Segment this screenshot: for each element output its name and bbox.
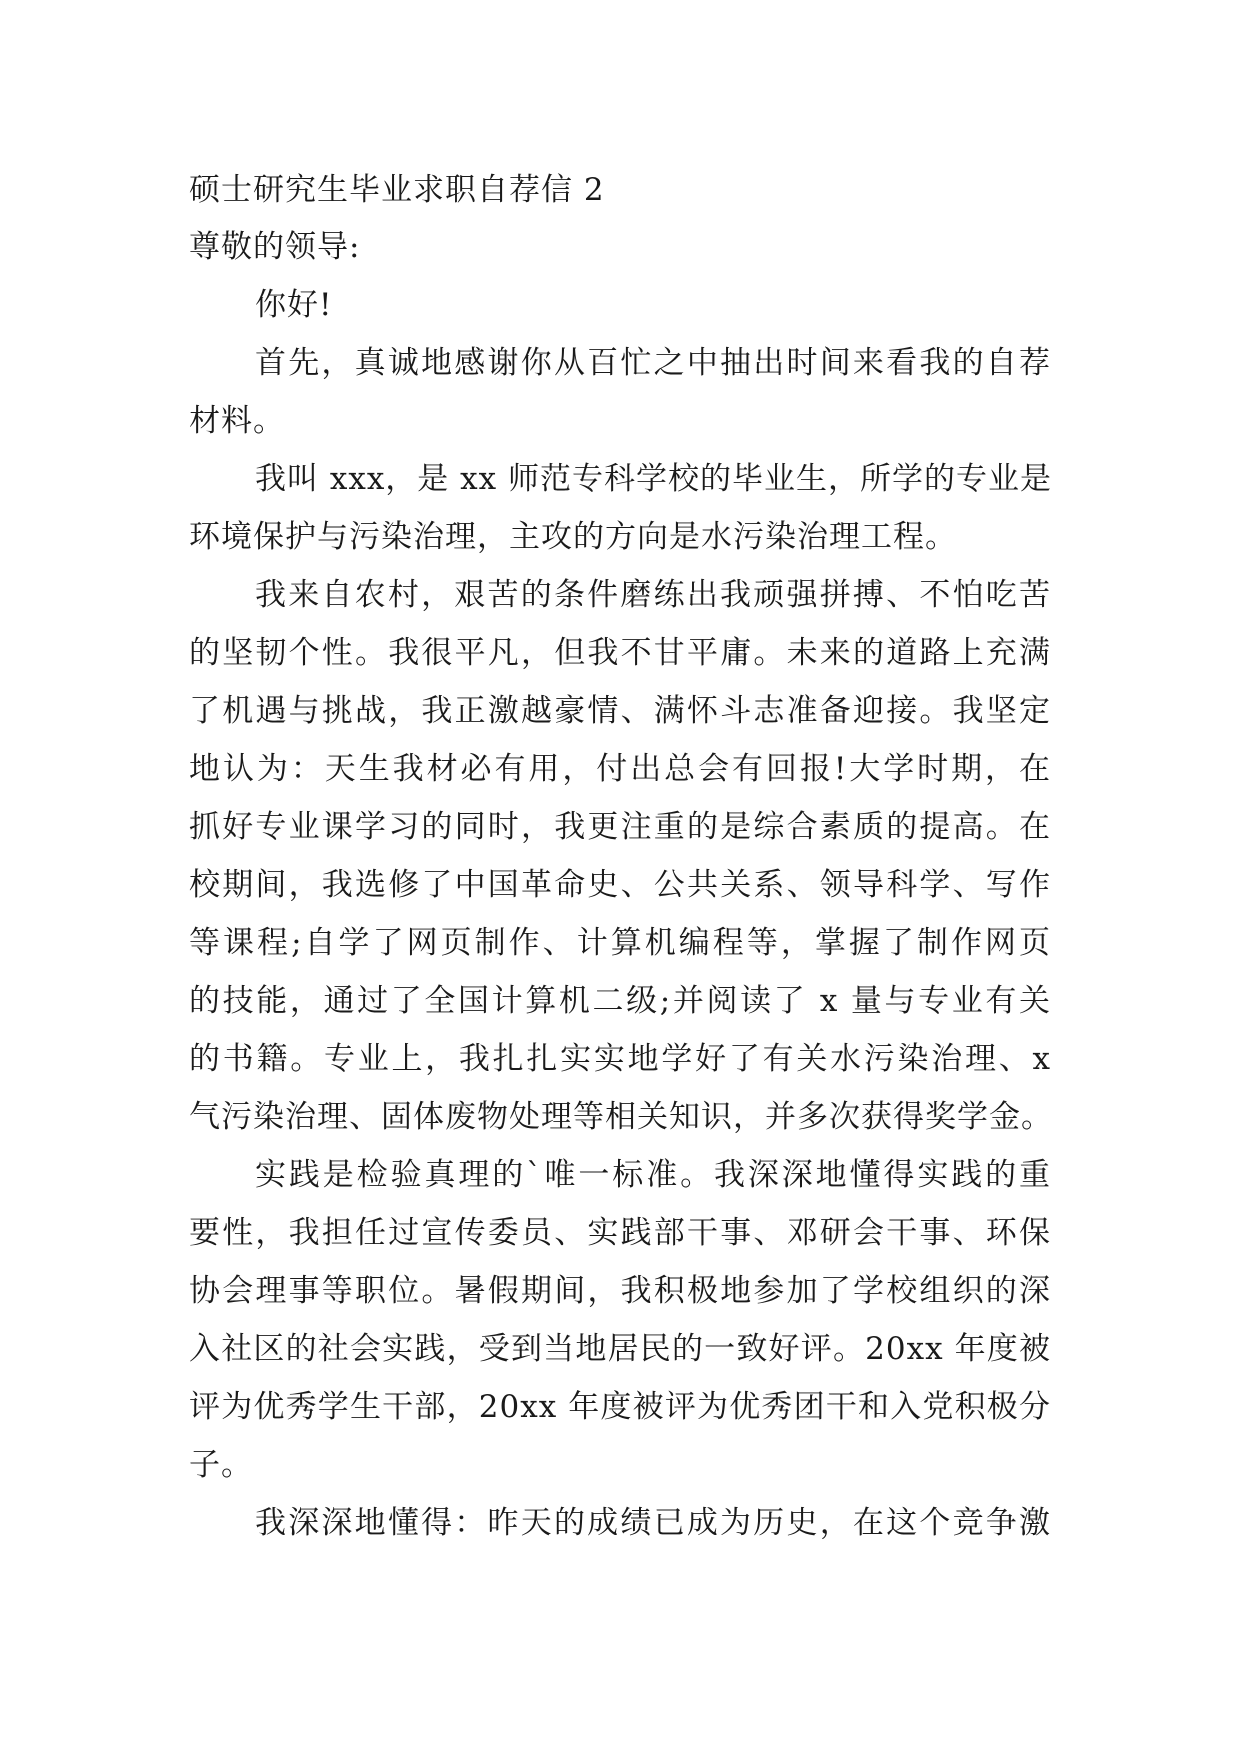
greeting: 你好!	[255, 287, 333, 323]
paragraph-line: 协会理事等职位。暑假期间，我积极地参加了学校组织的深	[189, 1273, 1051, 1309]
paragraph-line: 材料。	[189, 403, 285, 439]
paragraph-line: 我叫 xxx，是 xx 师范专科学校的毕业生，所学的专业是	[255, 461, 1052, 497]
paragraph-line: 的书籍。专业上，我扎扎实实地学好了有关水污染治理、x	[189, 1041, 1051, 1077]
paragraph-line: 入社区的社会实践，受到当地居民的一致好评。20xx 年度被	[189, 1331, 1051, 1367]
paragraph-line: 环境保护与污染治理，主攻的方向是水污染治理工程。	[189, 519, 957, 555]
paragraph-line: 子。	[189, 1447, 253, 1483]
paragraph-line: 地认为：天生我材必有用，付出总会有回报!大学时期，在	[189, 751, 1051, 787]
paragraph-line: 首先，真诚地感谢你从百忙之中抽出时间来看我的自荐	[255, 345, 1051, 381]
paragraph-line: 校期间，我选修了中国革命史、公共关系、领导科学、写作	[189, 867, 1051, 903]
paragraph-line: 的坚韧个性。我很平凡，但我不甘平庸。未来的道路上充满	[189, 635, 1051, 671]
paragraph-line: 实践是检验真理的`唯一标准。我深深地懂得实践的重	[255, 1157, 1051, 1193]
paragraph-line: 等课程;自学了网页制作、计算机编程等，掌握了制作网页	[189, 925, 1051, 961]
paragraph-line: 要性，我担任过宣传委员、实践部干事、邓研会干事、环保	[189, 1215, 1051, 1251]
paragraph-line: 我深深地懂得：昨天的成绩已成为历史，在这个竞争激	[255, 1505, 1051, 1541]
salutation: 尊敬的领导:	[189, 229, 361, 265]
paragraph-line: 抓好专业课学习的同时，我更注重的是综合素质的提高。在	[189, 809, 1051, 845]
paragraph-line: 的技能，通过了全国计算机二级;并阅读了 x 量与专业有关	[189, 983, 1051, 1019]
paragraph-line: 评为优秀学生干部，20xx 年度被评为优秀团干和入党积极分	[189, 1389, 1051, 1425]
paragraph-line: 气污染治理、固体废物处理等相关知识，并多次获得奖学金。	[189, 1099, 1053, 1135]
document-title: 硕士研究生毕业求职自荐信 2	[189, 172, 605, 208]
document-body	[189, 162, 1051, 1552]
paragraph-line: 了机遇与挑战，我正激越豪情、满怀斗志准备迎接。我坚定	[189, 693, 1051, 729]
paragraph-line: 我来自农村，艰苦的条件磨练出我顽强拼搏、不怕吃苦	[255, 577, 1051, 613]
